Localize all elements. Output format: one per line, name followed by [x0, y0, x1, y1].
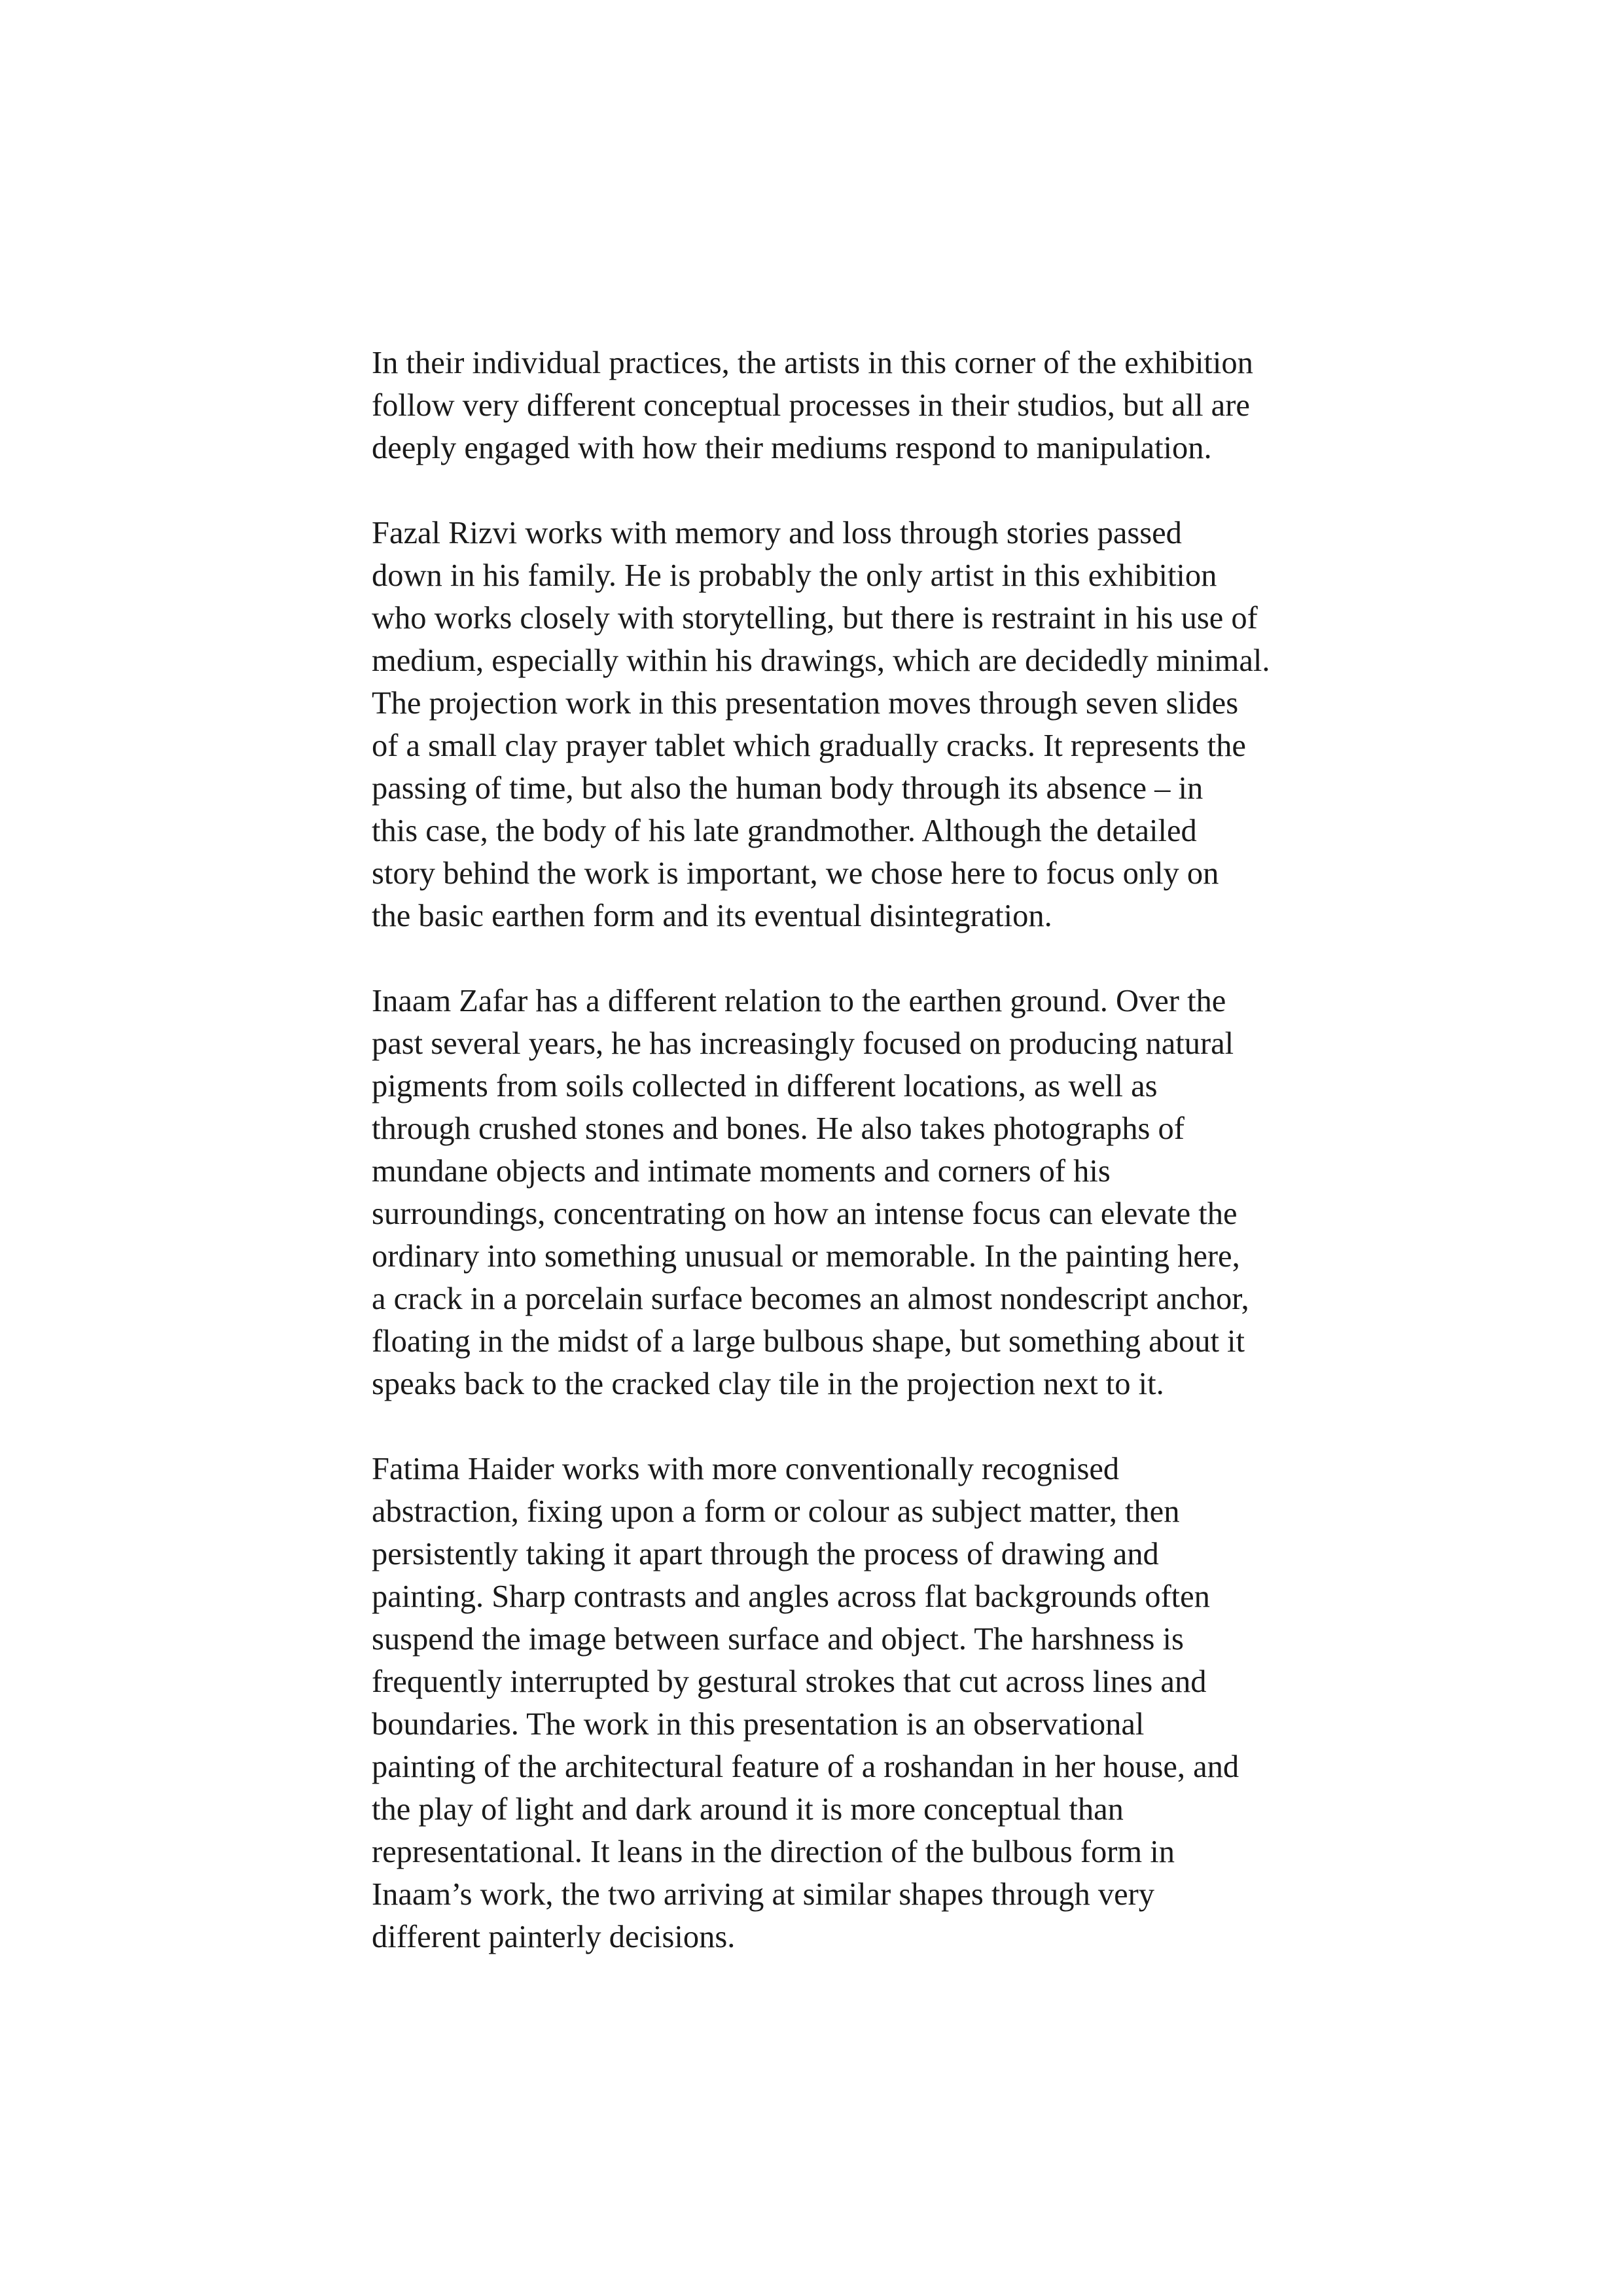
text-line: who works closely with storytelling, but there is restraint in his use of [372, 601, 1258, 636]
text-line: Fazal Rizvi works with memory and loss through stories passed [372, 516, 1182, 550]
text-line: painting of the architectural feature of a roshandan in her house, and [372, 1749, 1240, 1784]
text-line: the basic earthen form and its eventual disintegration. [372, 899, 1052, 933]
text-line: of a small clay prayer tablet which gradually cracks. It represents the [372, 728, 1246, 763]
text-line: follow very different conceptual processes in their studios, but all are [372, 388, 1250, 423]
text-line: Fatima Haider works with more conventionally recognised [372, 1452, 1120, 1486]
text-line: a crack in a porcelain surface becomes an almost nondescript anchor, [372, 1282, 1249, 1316]
text-line: painting. Sharp contrasts and angles across flat backgrounds often [372, 1579, 1210, 1614]
text-line: floating in the midst of a large bulbous shape, but something about it [372, 1324, 1245, 1359]
text-line: abstraction, fixing upon a form or colour as subject matter, then [372, 1494, 1180, 1529]
text-line: surroundings, concentrating on how an intense focus can elevate the [372, 1196, 1238, 1231]
text-line: medium, especially within his drawings, which are decidedly minimal. [372, 643, 1270, 678]
text-line: persistently taking it apart through the process of drawing and [372, 1537, 1159, 1571]
paragraph [372, 512, 1275, 937]
text-line: the play of light and dark around it is more conceptual than [372, 1792, 1124, 1827]
paragraph [372, 342, 1275, 469]
text-line: deeply engaged with how their mediums respond to manipulation. [372, 431, 1212, 465]
text-line: through crushed stones and bones. He also takes photographs of [372, 1111, 1185, 1146]
text-line: mundane objects and intimate moments and corners of his [372, 1154, 1111, 1189]
paragraph [372, 1448, 1275, 1958]
text-line: Inaam Zafar has a different relation to the earthen ground. Over the [372, 984, 1226, 1018]
text-line: passing of time, but also the human body through its absence – in [372, 771, 1204, 806]
text-line: past several years, he has increasingly focused on producing natural [372, 1026, 1234, 1061]
body-text [372, 342, 1275, 2001]
text-line: frequently interrupted by gestural strokes that cut across lines and [372, 1664, 1207, 1699]
text-line: Inaam’s work, the two arriving at similar shapes through very [372, 1877, 1155, 1912]
text-line: different painterly decisions. [372, 1920, 736, 1954]
text-line: down in his family. He is probably the only artist in this exhibition [372, 558, 1217, 593]
text-line: suspend the image between surface and object. The harshness is [372, 1622, 1184, 1657]
text-line: In their individual practices, the artists in this corner of the exhibition [372, 346, 1253, 380]
text-line: this case, the body of his late grandmother. Although the detailed [372, 814, 1197, 848]
text-line: ordinary into something unusual or memorable. In the painting here, [372, 1239, 1240, 1274]
text-line: story behind the work is important, we chose here to focus only on [372, 856, 1219, 891]
text-line: representational. It leans in the direction of the bulbous form in [372, 1835, 1175, 1869]
text-line: pigments from soils collected in different locations, as well as [372, 1069, 1158, 1103]
paragraph [372, 980, 1275, 1405]
text-line: boundaries. The work in this presentation is an observational [372, 1707, 1145, 1742]
text-line: speaks back to the cracked clay tile in the projection next to it. [372, 1367, 1164, 1401]
text-line: The projection work in this presentation moves through seven slides [372, 686, 1239, 721]
